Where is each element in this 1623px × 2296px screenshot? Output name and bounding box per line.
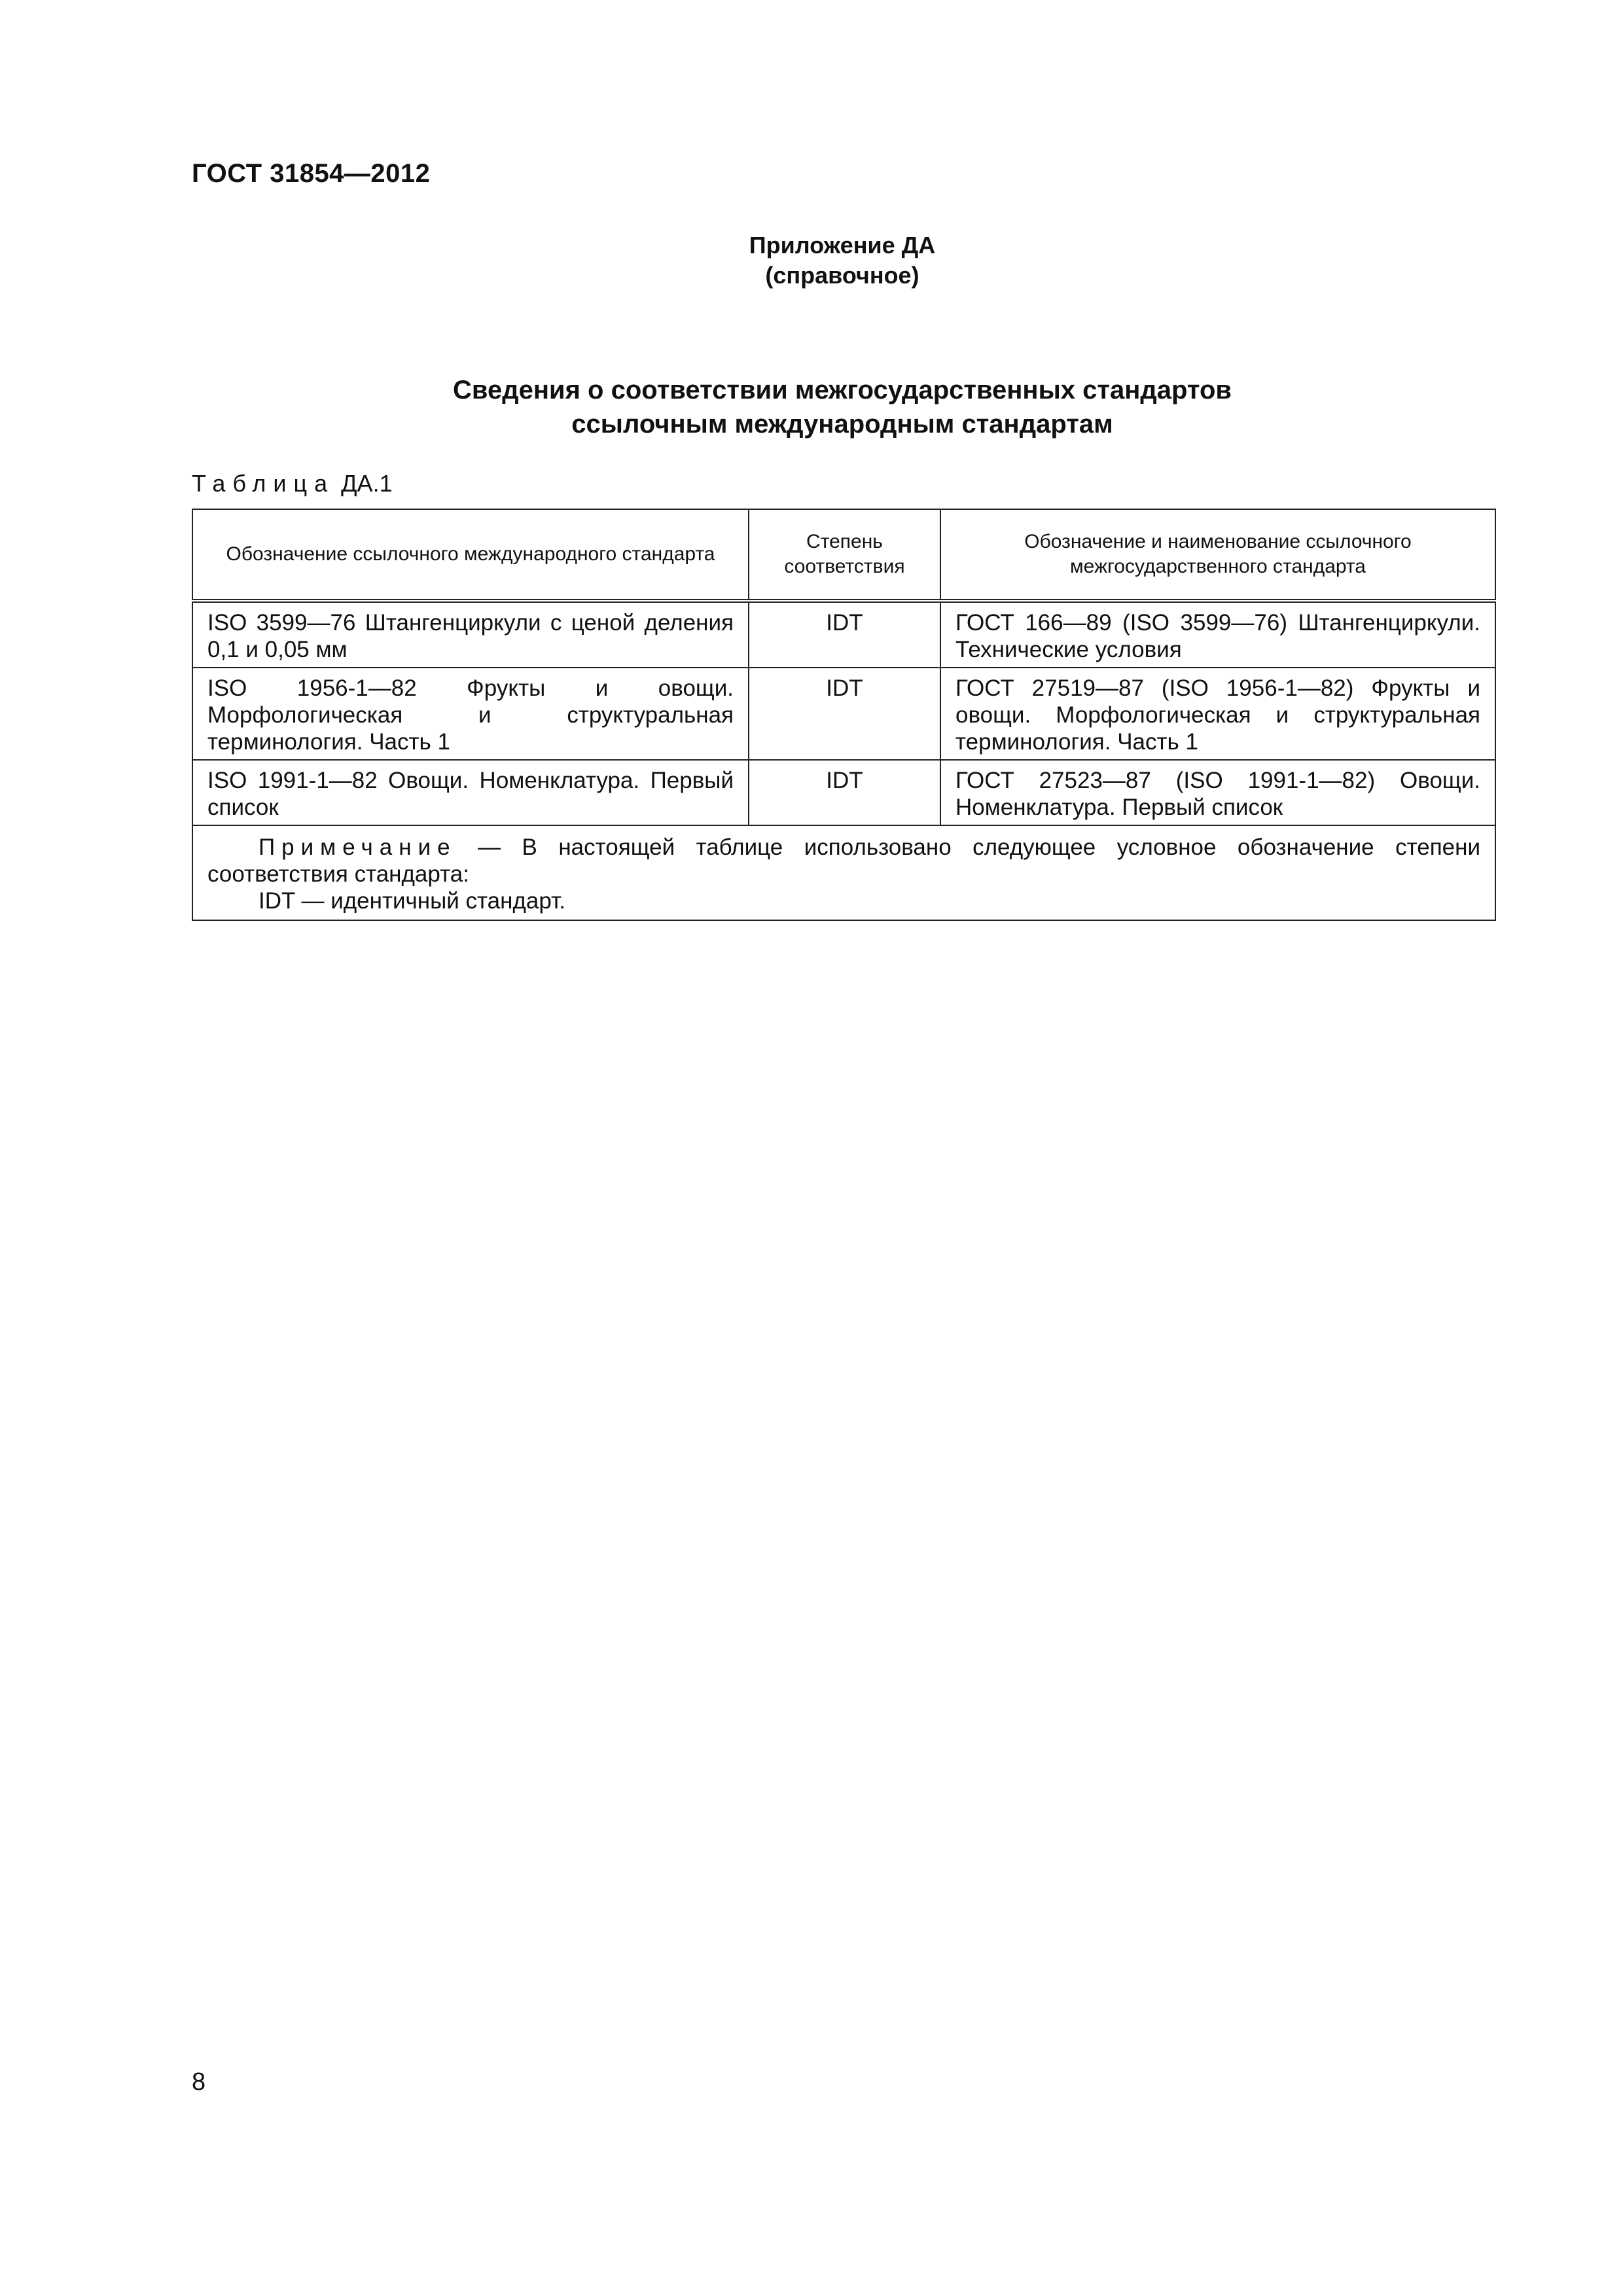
document-code: ГОСТ 31854—2012 [192, 159, 431, 188]
section-title [0, 373, 1623, 441]
international-standard-cell: ISO 1991-1—82 Овощи. Номенклатура. Первый список [192, 760, 749, 825]
table-label [192, 470, 393, 497]
table-row [192, 760, 1495, 825]
table-row [192, 668, 1495, 760]
international-standard-cell: ISO 1956-1—82 Фрукты и овощи. Морфологическая и структуральная терминология. Часть 1 [192, 668, 749, 760]
interstate-standard-cell: ГОСТ 166—89 (ISO 3599—76) Штангенциркули. Технические условия [940, 601, 1495, 668]
note-label: Примечание [259, 834, 457, 860]
interstate-standard-cell: ГОСТ 27523—87 (ISO 1991-1—82) Овощи. Номенклатура. Первый список [940, 760, 1495, 825]
table-label-word: Таблица [192, 470, 335, 497]
degree-cell: IDT [749, 601, 940, 668]
degree-cell: IDT [749, 668, 940, 760]
degree-cell: IDT [749, 760, 940, 825]
column-header-degree: Степень соответствия [749, 509, 940, 601]
table-label-number: ДА.1 [341, 470, 393, 497]
table-note-row [192, 825, 1495, 920]
section-title-line1: Сведения о соответствии межгосударственных стандартов [453, 376, 1232, 404]
appendix-heading [0, 230, 1623, 291]
note-line2: IDT — идентичный стандарт. [259, 888, 565, 914]
note-text: — В настоящей таблице использовано следующее условное обозначение степени соответствия стандарта: [207, 834, 1480, 887]
appendix-type: (справочное) [765, 262, 919, 289]
correspondence-table [192, 509, 1496, 921]
table-row [192, 601, 1495, 668]
interstate-standard-cell: ГОСТ 27519—87 (ISO 1956-1—82) Фрукты и овощи. Морфологическая и структуральная терминология. Часть 1 [940, 668, 1495, 760]
page-number: 8 [192, 2068, 206, 2096]
section-title-line2: ссылочным международным стандартам [571, 410, 1113, 439]
column-header-international: Обозначение ссылочного международного стандарта [192, 509, 749, 601]
table-header-row [192, 509, 1495, 601]
column-header-interstate: Обозначение и наименование ссылочного межгосударственного стандарта [940, 509, 1495, 601]
international-standard-cell: ISO 3599—76 Штангенциркули с ценой деления 0,1 и 0,05 мм [192, 601, 749, 668]
table-note [192, 825, 1495, 920]
appendix-title: Приложение ДА [749, 232, 936, 259]
